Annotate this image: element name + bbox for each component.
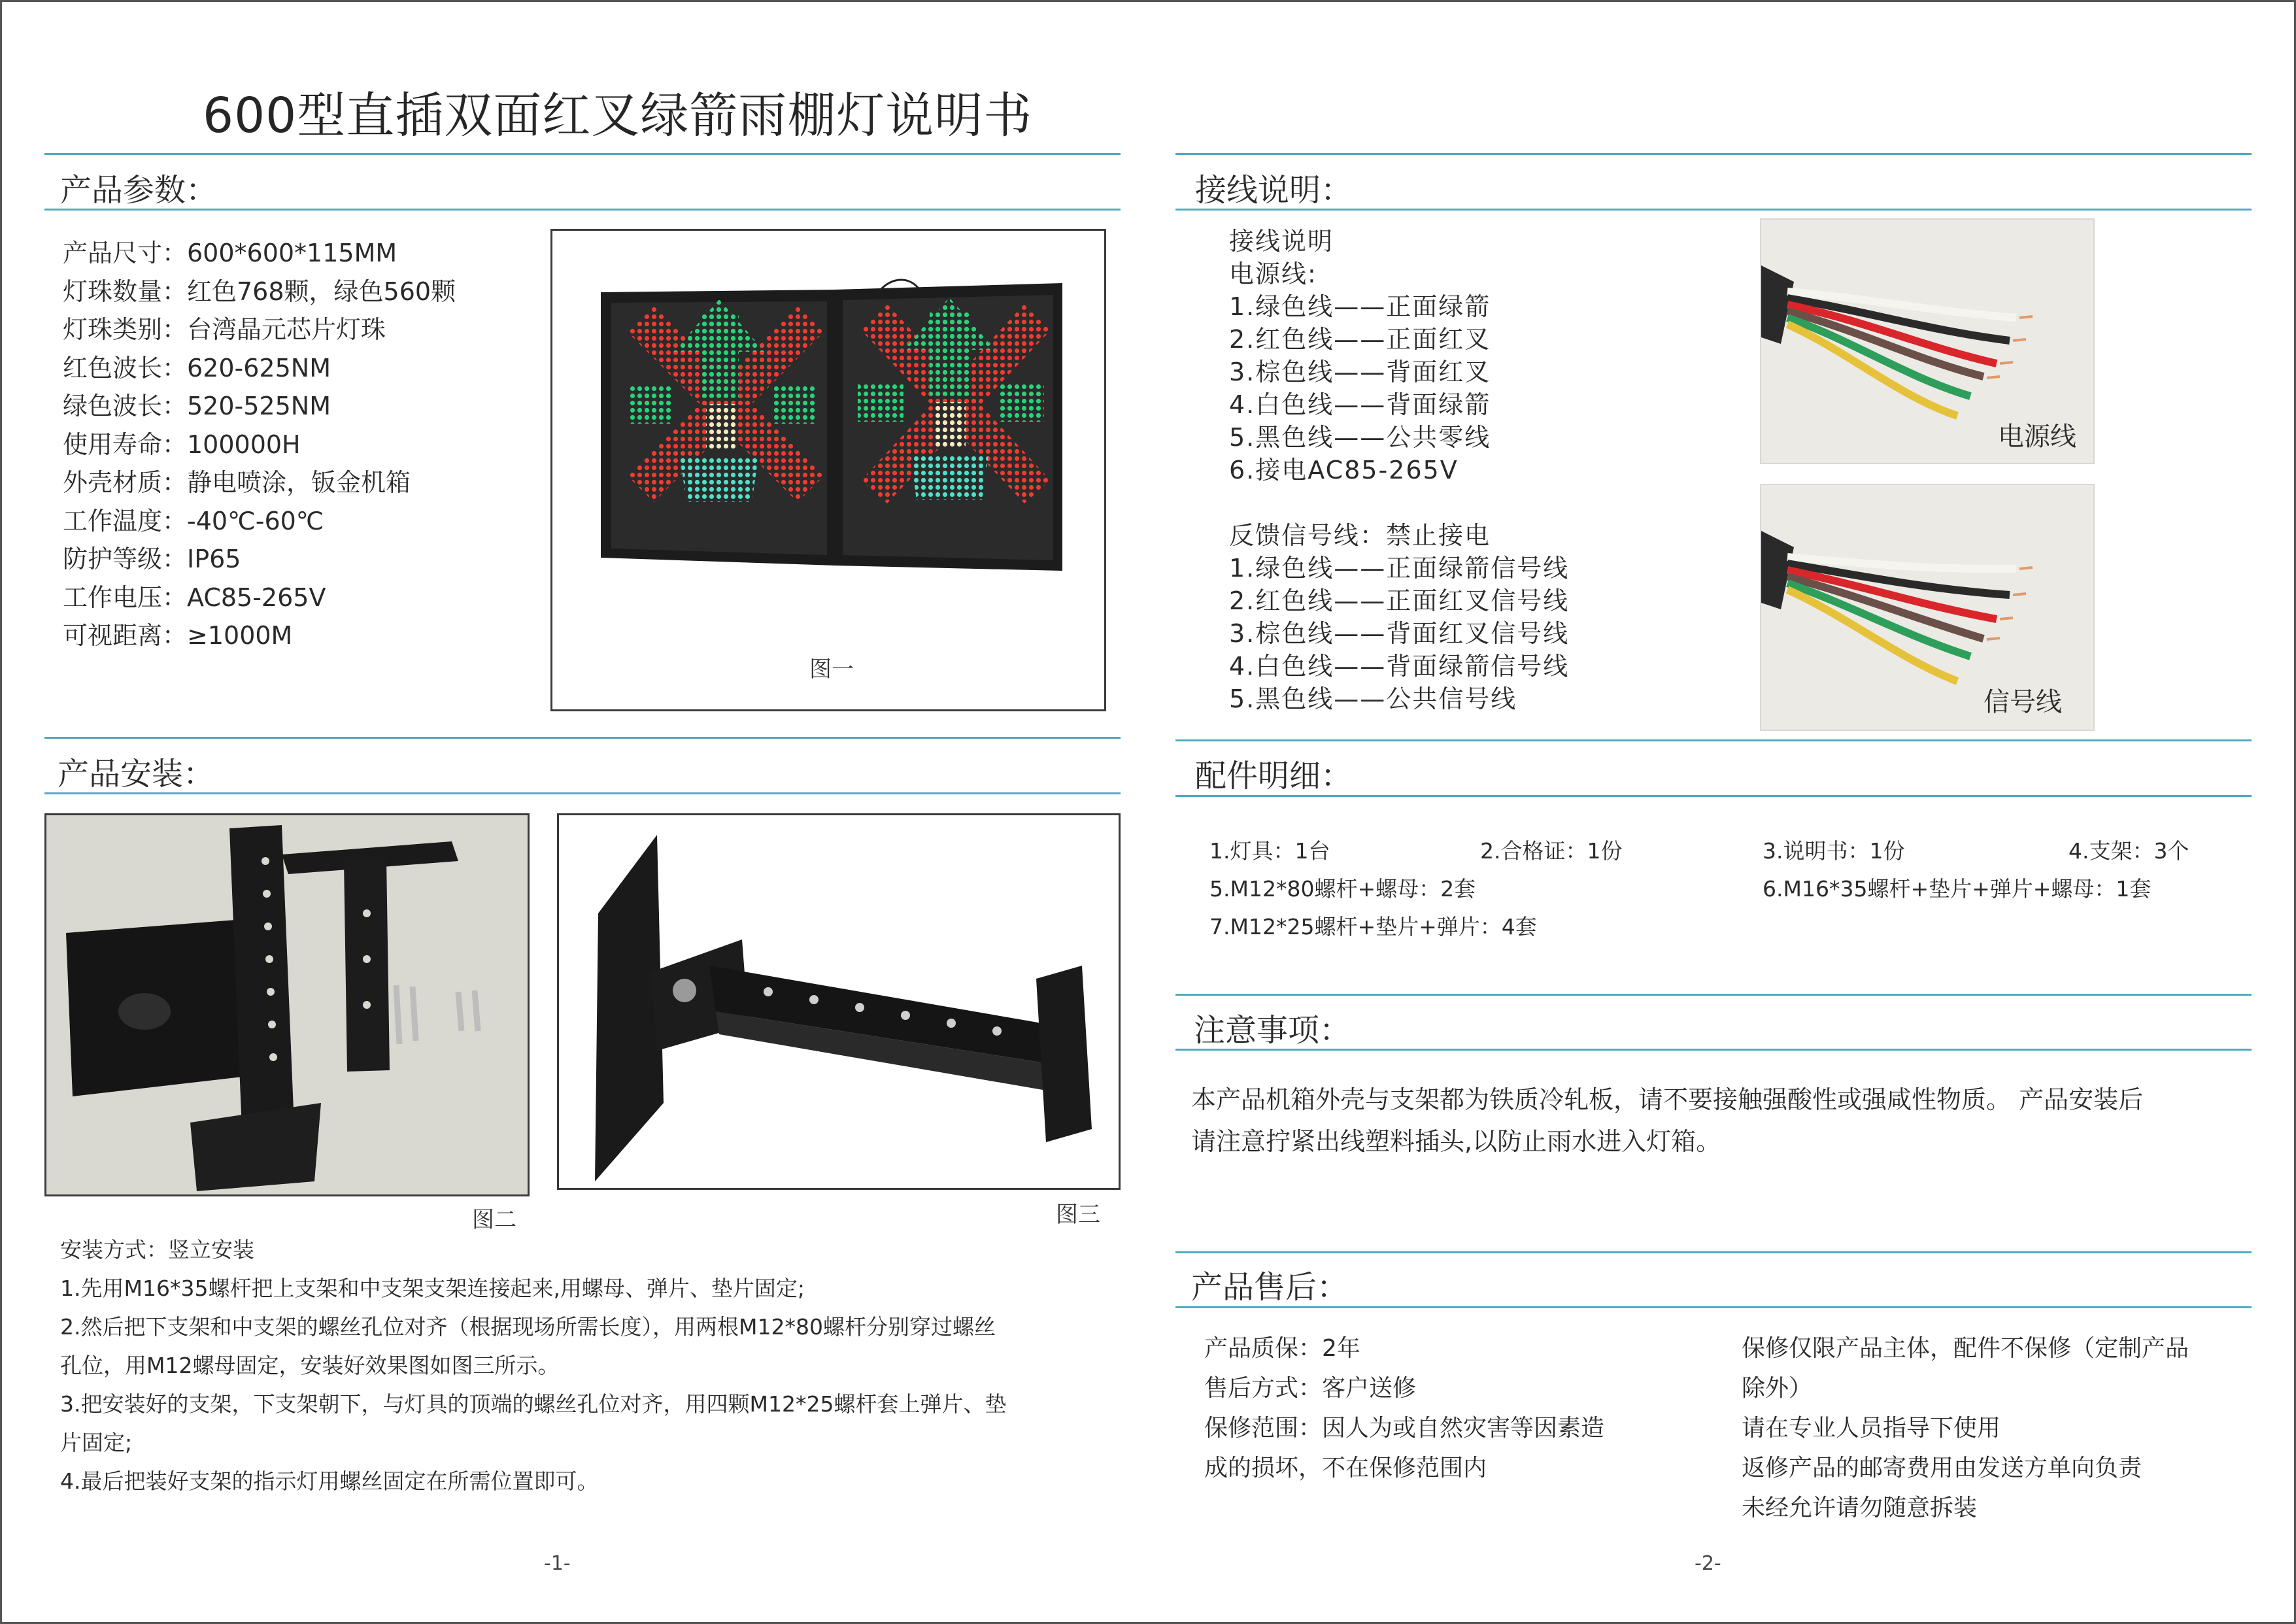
aftersale-right — [1742, 1328, 2189, 1528]
divider-rule — [1175, 1306, 2252, 1308]
wiring-line: 5.黑色线——公共信号线 — [1229, 685, 1517, 713]
wiring-line: 电源线: — [1229, 260, 1317, 288]
aftersale-item: 返修产品的邮寄费用由发送方单向负责 — [1742, 1455, 2142, 1481]
divider-rule — [1175, 739, 2252, 741]
param-item: 灯珠数量：红色768颗，绿色560颗 — [63, 277, 456, 306]
install-text — [60, 1230, 1132, 1500]
figure-2 — [44, 813, 530, 1196]
wiring-line: 4.白色线——背面绿箭 — [1229, 390, 1491, 419]
aftersale-left — [1204, 1328, 1604, 1488]
install-line: 片固定; — [60, 1430, 133, 1455]
divider-rule — [1175, 795, 2252, 797]
divider-rule — [1175, 1251, 2252, 1253]
wiring-line: 2.红色线——正面红叉 — [1229, 325, 1491, 354]
divider-rule — [44, 209, 1121, 211]
signal-cable-label: 信号线 — [1984, 687, 2062, 717]
power-cable-label: 电源线 — [1998, 422, 2076, 452]
wiring-line: 3.棕色线——背面红叉 — [1229, 358, 1491, 386]
divider-rule — [44, 153, 1121, 155]
wiring-line: 反馈信号线：禁止接电 — [1229, 521, 1491, 550]
wiring-line: 接线说明 — [1229, 227, 1334, 256]
aftersale-item: 保修范围：因人为或自然灾害等因素造 — [1204, 1415, 1605, 1442]
wiring-line: 6.接电AC85-265V — [1229, 456, 1459, 484]
power-cable-photo — [1760, 218, 2095, 464]
param-item: 工作温度：-40℃-60℃ — [63, 506, 324, 535]
figure-2-caption: 图二 — [472, 1207, 516, 1233]
param-item: 绿色波长：520-525NM — [63, 392, 331, 420]
param-item: 使用寿命：100000H — [63, 430, 301, 459]
page-number-2: -2- — [1695, 1552, 1721, 1575]
param-item: 防护等级：IP65 — [63, 545, 241, 573]
param-item: 工作电压：AC85-265V — [63, 583, 326, 612]
led-sign-icon — [552, 231, 1104, 709]
install-heading: 产品安装： — [58, 756, 215, 792]
notice-heading: 注意事项： — [1194, 1012, 1351, 1049]
wiring-line: 4.白色线——背面绿箭信号线 — [1229, 652, 1570, 681]
accessory-item: 7.M12*25螺杆+垫片+弹片：4套 — [1209, 914, 1537, 939]
signal-cable-photo — [1760, 484, 2095, 731]
wiring-line: 2.红色线——正面红叉信号线 — [1229, 586, 1570, 615]
wiring-line: 1.绿色线——正面绿箭信号线 — [1229, 554, 1570, 583]
aftersale-heading: 产品售后： — [1191, 1269, 1349, 1306]
assembled-bracket-icon — [559, 815, 1119, 1188]
install-line: 3.把安装好的支架，下支架朝下，与灯具的顶端的螺丝孔位对齐，用四颗M12*25螺杆套上弹片、垫 — [60, 1391, 1007, 1417]
divider-rule — [44, 737, 1121, 739]
notice-line: 本产品机箱外壳与支架都为铁质冷轧板，请不要接触强酸性或强咸性物质。 产品安装后 — [1191, 1085, 2144, 1114]
accessories-heading: 配件明细： — [1195, 758, 1353, 794]
aftersale-item: 产品质保：2年 — [1204, 1335, 1360, 1362]
accessory-item: 2.合格证：1份 — [1480, 838, 1623, 864]
params-heading: 产品参数： — [60, 172, 218, 209]
wiring-heading: 接线说明： — [1195, 172, 1353, 209]
notice-text — [1191, 1079, 2257, 1162]
wiring-line: 3.棕色线——背面红叉信号线 — [1229, 619, 1570, 648]
wiring-line: 5.黑色线——公共零线 — [1229, 423, 1491, 452]
notice-line: 请注意拧紧出线塑料插头,以防止雨水进入灯箱。 — [1191, 1127, 1721, 1156]
bracket-parts-icon — [46, 815, 528, 1194]
page-title: 600型直插双面红叉绿箭雨棚灯说明书 — [203, 88, 1033, 144]
install-line: 安装方式：竖立安装 — [60, 1237, 254, 1262]
wiring-line — [1229, 486, 1569, 519]
divider-rule — [1175, 994, 2252, 996]
param-item: 可视距离：≥1000M — [63, 621, 293, 650]
param-item: 外壳材质：静电喷涂，钣金机箱 — [63, 468, 411, 497]
param-item: 产品尺寸：600*600*115MM — [63, 239, 397, 267]
figure-1 — [550, 229, 1106, 711]
divider-rule — [1175, 209, 2252, 211]
install-line: 4.最后把装好支架的指示灯用螺丝固定在所需位置即可。 — [60, 1468, 599, 1494]
accessory-item: 6.M16*35螺杆+垫片+弹片+螺母：1套 — [1763, 876, 2152, 902]
accessory-item: 1.灯具：1台 — [1209, 838, 1330, 864]
wiring-line: 1.绿色线——正面绿箭 — [1229, 292, 1491, 321]
page-number-1: -1- — [544, 1552, 571, 1575]
figure-3-caption: 图三 — [1056, 1202, 1100, 1228]
aftersale-item: 售后方式：客户送修 — [1204, 1375, 1417, 1402]
param-item: 红色波长：620-625NM — [63, 353, 331, 382]
params-list — [63, 234, 456, 655]
accessory-item: 3.说明书：1份 — [1763, 838, 1905, 864]
aftersale-item: 请在专业人员指导下使用 — [1742, 1415, 2001, 1442]
figure-3 — [557, 813, 1121, 1190]
aftersale-item: 除外） — [1742, 1375, 1813, 1402]
install-line: 1.先用M16*35螺杆把上支架和中支架支架连接起来,用螺母、弹片、垫片固定; — [60, 1276, 805, 1301]
divider-rule — [44, 792, 1121, 794]
divider-rule — [1175, 153, 2252, 155]
aftersale-item: 未经允许请勿随意拆装 — [1742, 1495, 1978, 1521]
accessory-item: 4.支架：3个 — [2068, 838, 2189, 864]
figure-1-caption: 图一 — [809, 656, 854, 683]
aftersale-item: 成的损坏，不在保修范围内 — [1204, 1455, 1487, 1481]
divider-rule — [1175, 1049, 2252, 1051]
install-line: 2.然后把下支架和中支架的螺丝孔位对齐（根据现场所需长度），用两根M12*80螺杆分别穿过螺丝 — [60, 1314, 996, 1340]
install-line: 孔位，用M12螺母固定，安装好效果图如图三所示。 — [60, 1353, 560, 1378]
param-item: 灯珠类别：台湾晶元芯片灯珠 — [63, 315, 386, 344]
wiring-text — [1229, 225, 1569, 715]
accessory-item: 5.M12*80螺杆+螺母：2套 — [1209, 876, 1476, 902]
aftersale-item: 保修仅限产品主体，配件不保修（定制产品 — [1742, 1335, 2189, 1362]
